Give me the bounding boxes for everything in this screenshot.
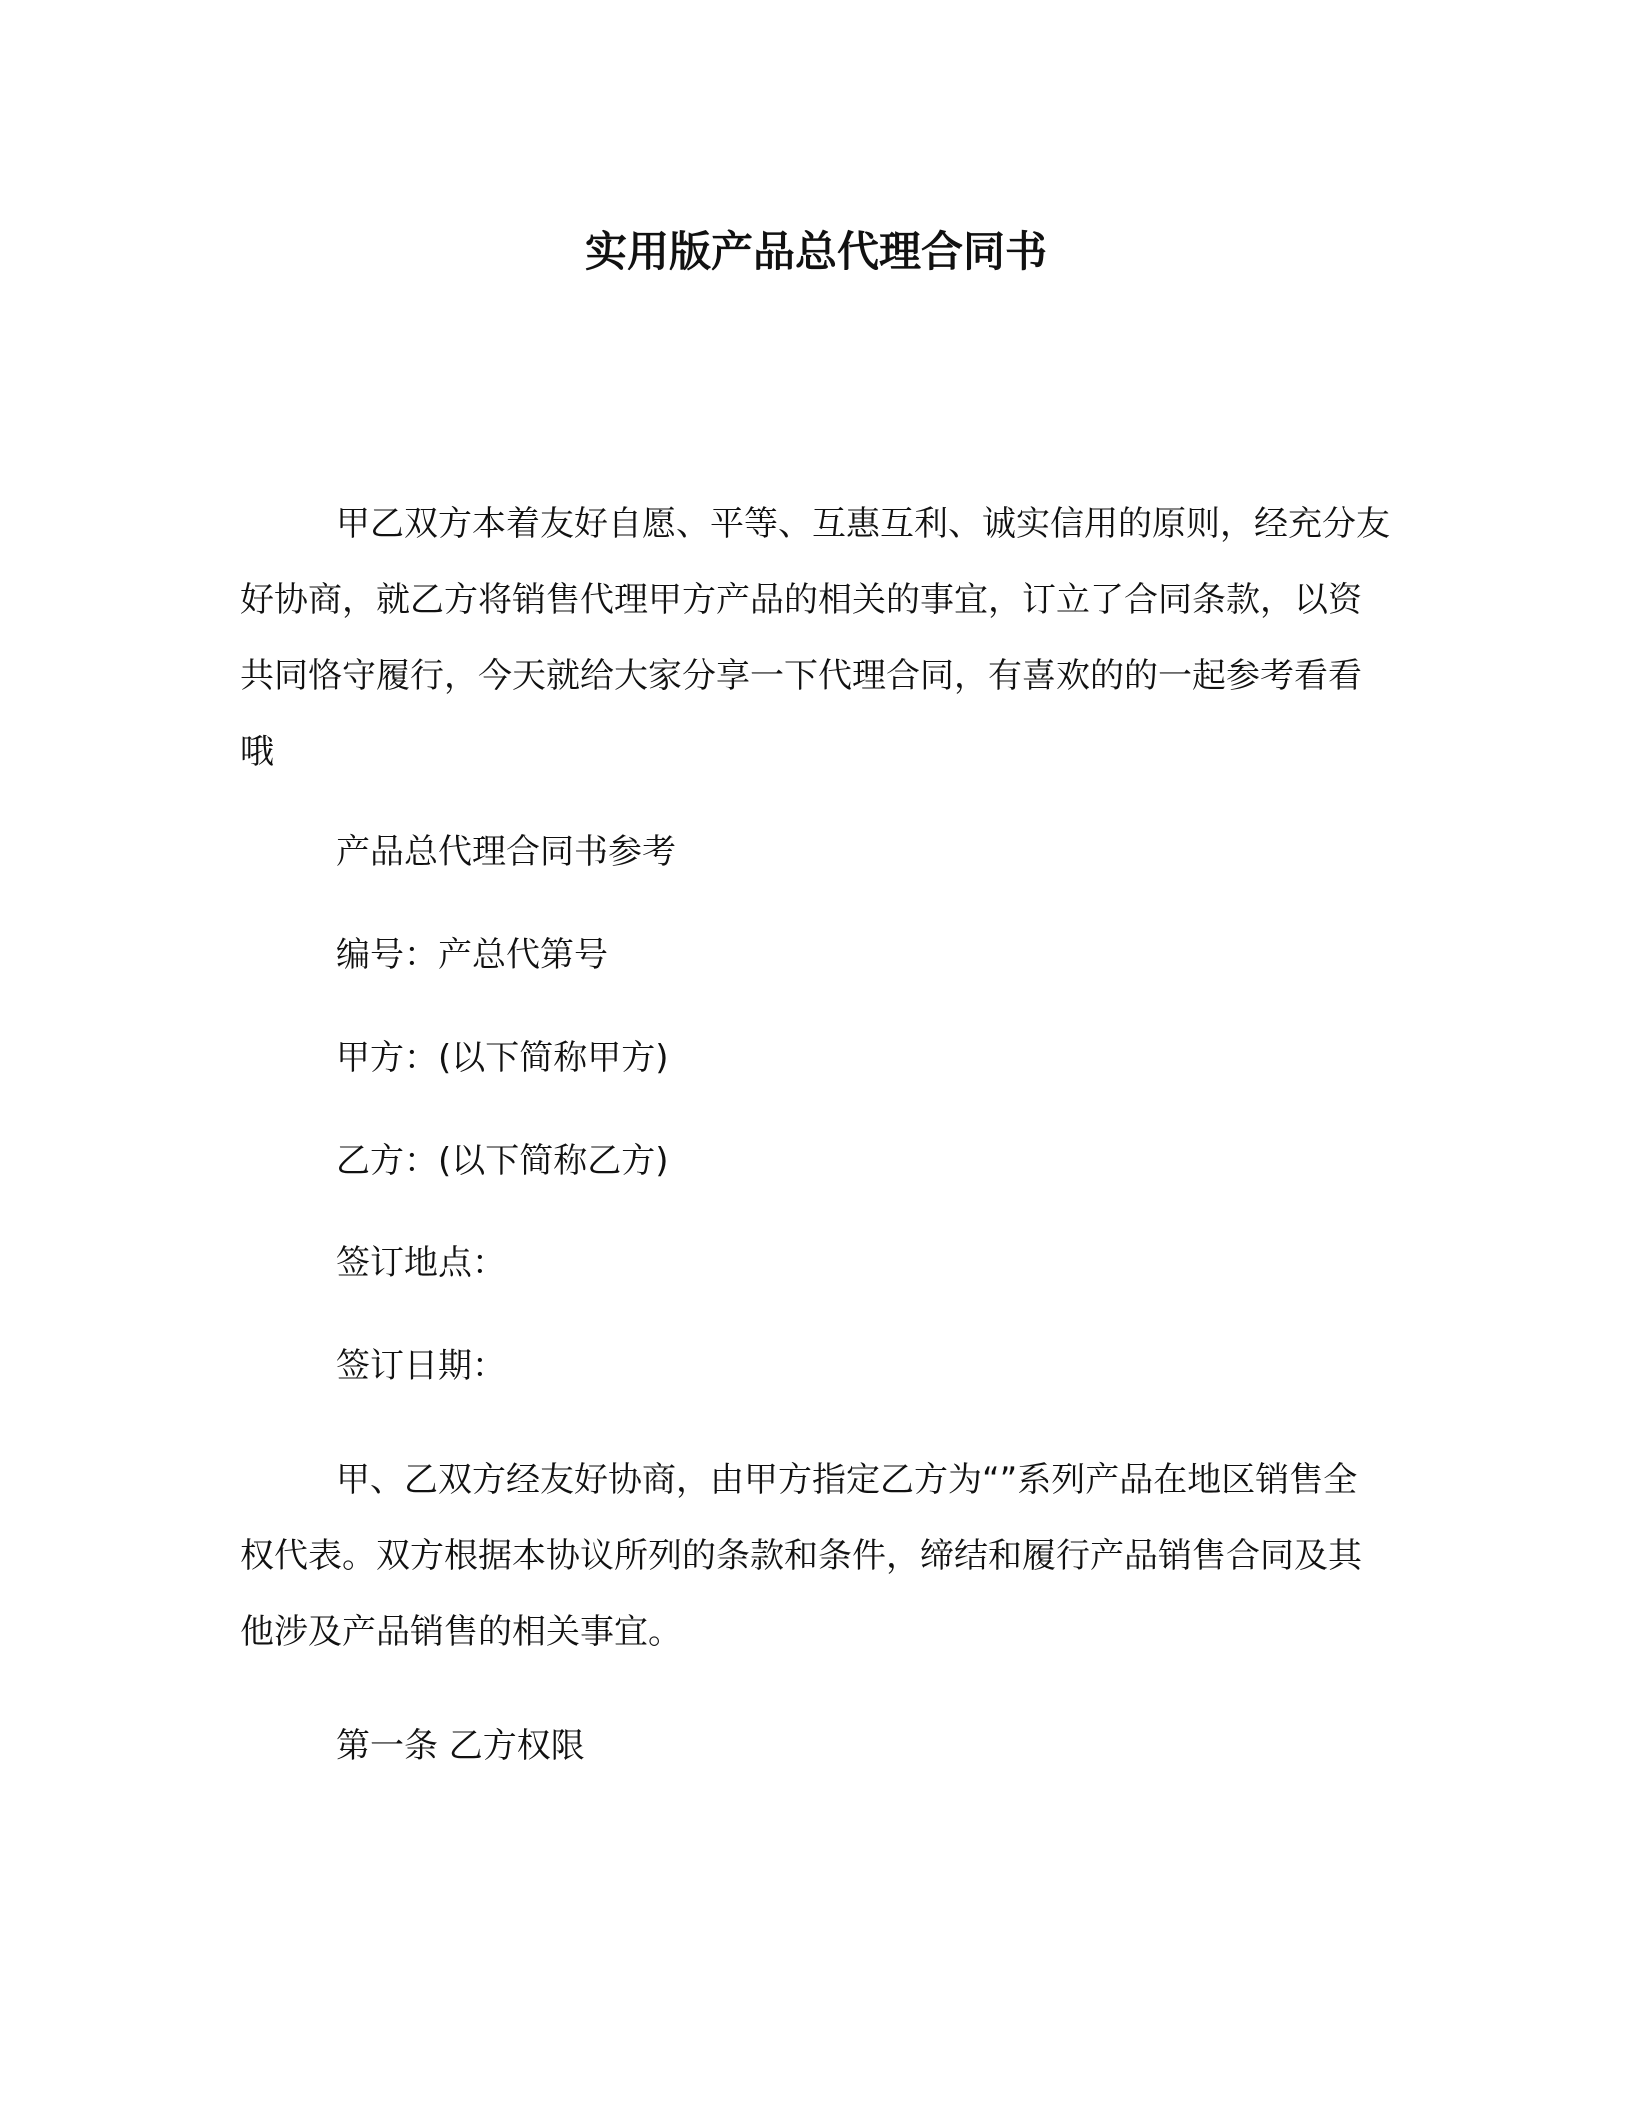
clause-paragraph: 甲、乙双方经友好协商，由甲方指定乙方为“”系列产品在地区销售全权代表。双方根据本协议所列的条款和条件，缔结和履行产品销售合同及其他涉及产品销售的相关事宜。 [240, 1460, 1362, 1652]
contract-number-line: 编号：产总代第号 [336, 935, 608, 975]
intro-paragraph: 甲乙双方本着友好自愿、平等、互惠互利、诚实信用的原则，经充分友好协商，就乙方将销售代理甲方产品的相关的事宜，订立了合同条款，以资共同恪守履行，今天就给大家分享一下代理合同，有喜欢的的一起参考看看哦 [240, 504, 1390, 772]
contract-subtitle: 产品总代理合同书参考 [336, 832, 676, 872]
party-a-line: 甲方：(以下简称甲方) [336, 1038, 669, 1078]
article-one-heading: 第一条 乙方权限 [336, 1726, 585, 1766]
sign-place-line: 签订地点： [336, 1243, 506, 1283]
sign-date-line: 签订日期： [336, 1346, 506, 1386]
document-title: 实用版产品总代理合同书 [584, 227, 1047, 276]
party-b-line: 乙方：(以下简称乙方) [336, 1141, 669, 1181]
